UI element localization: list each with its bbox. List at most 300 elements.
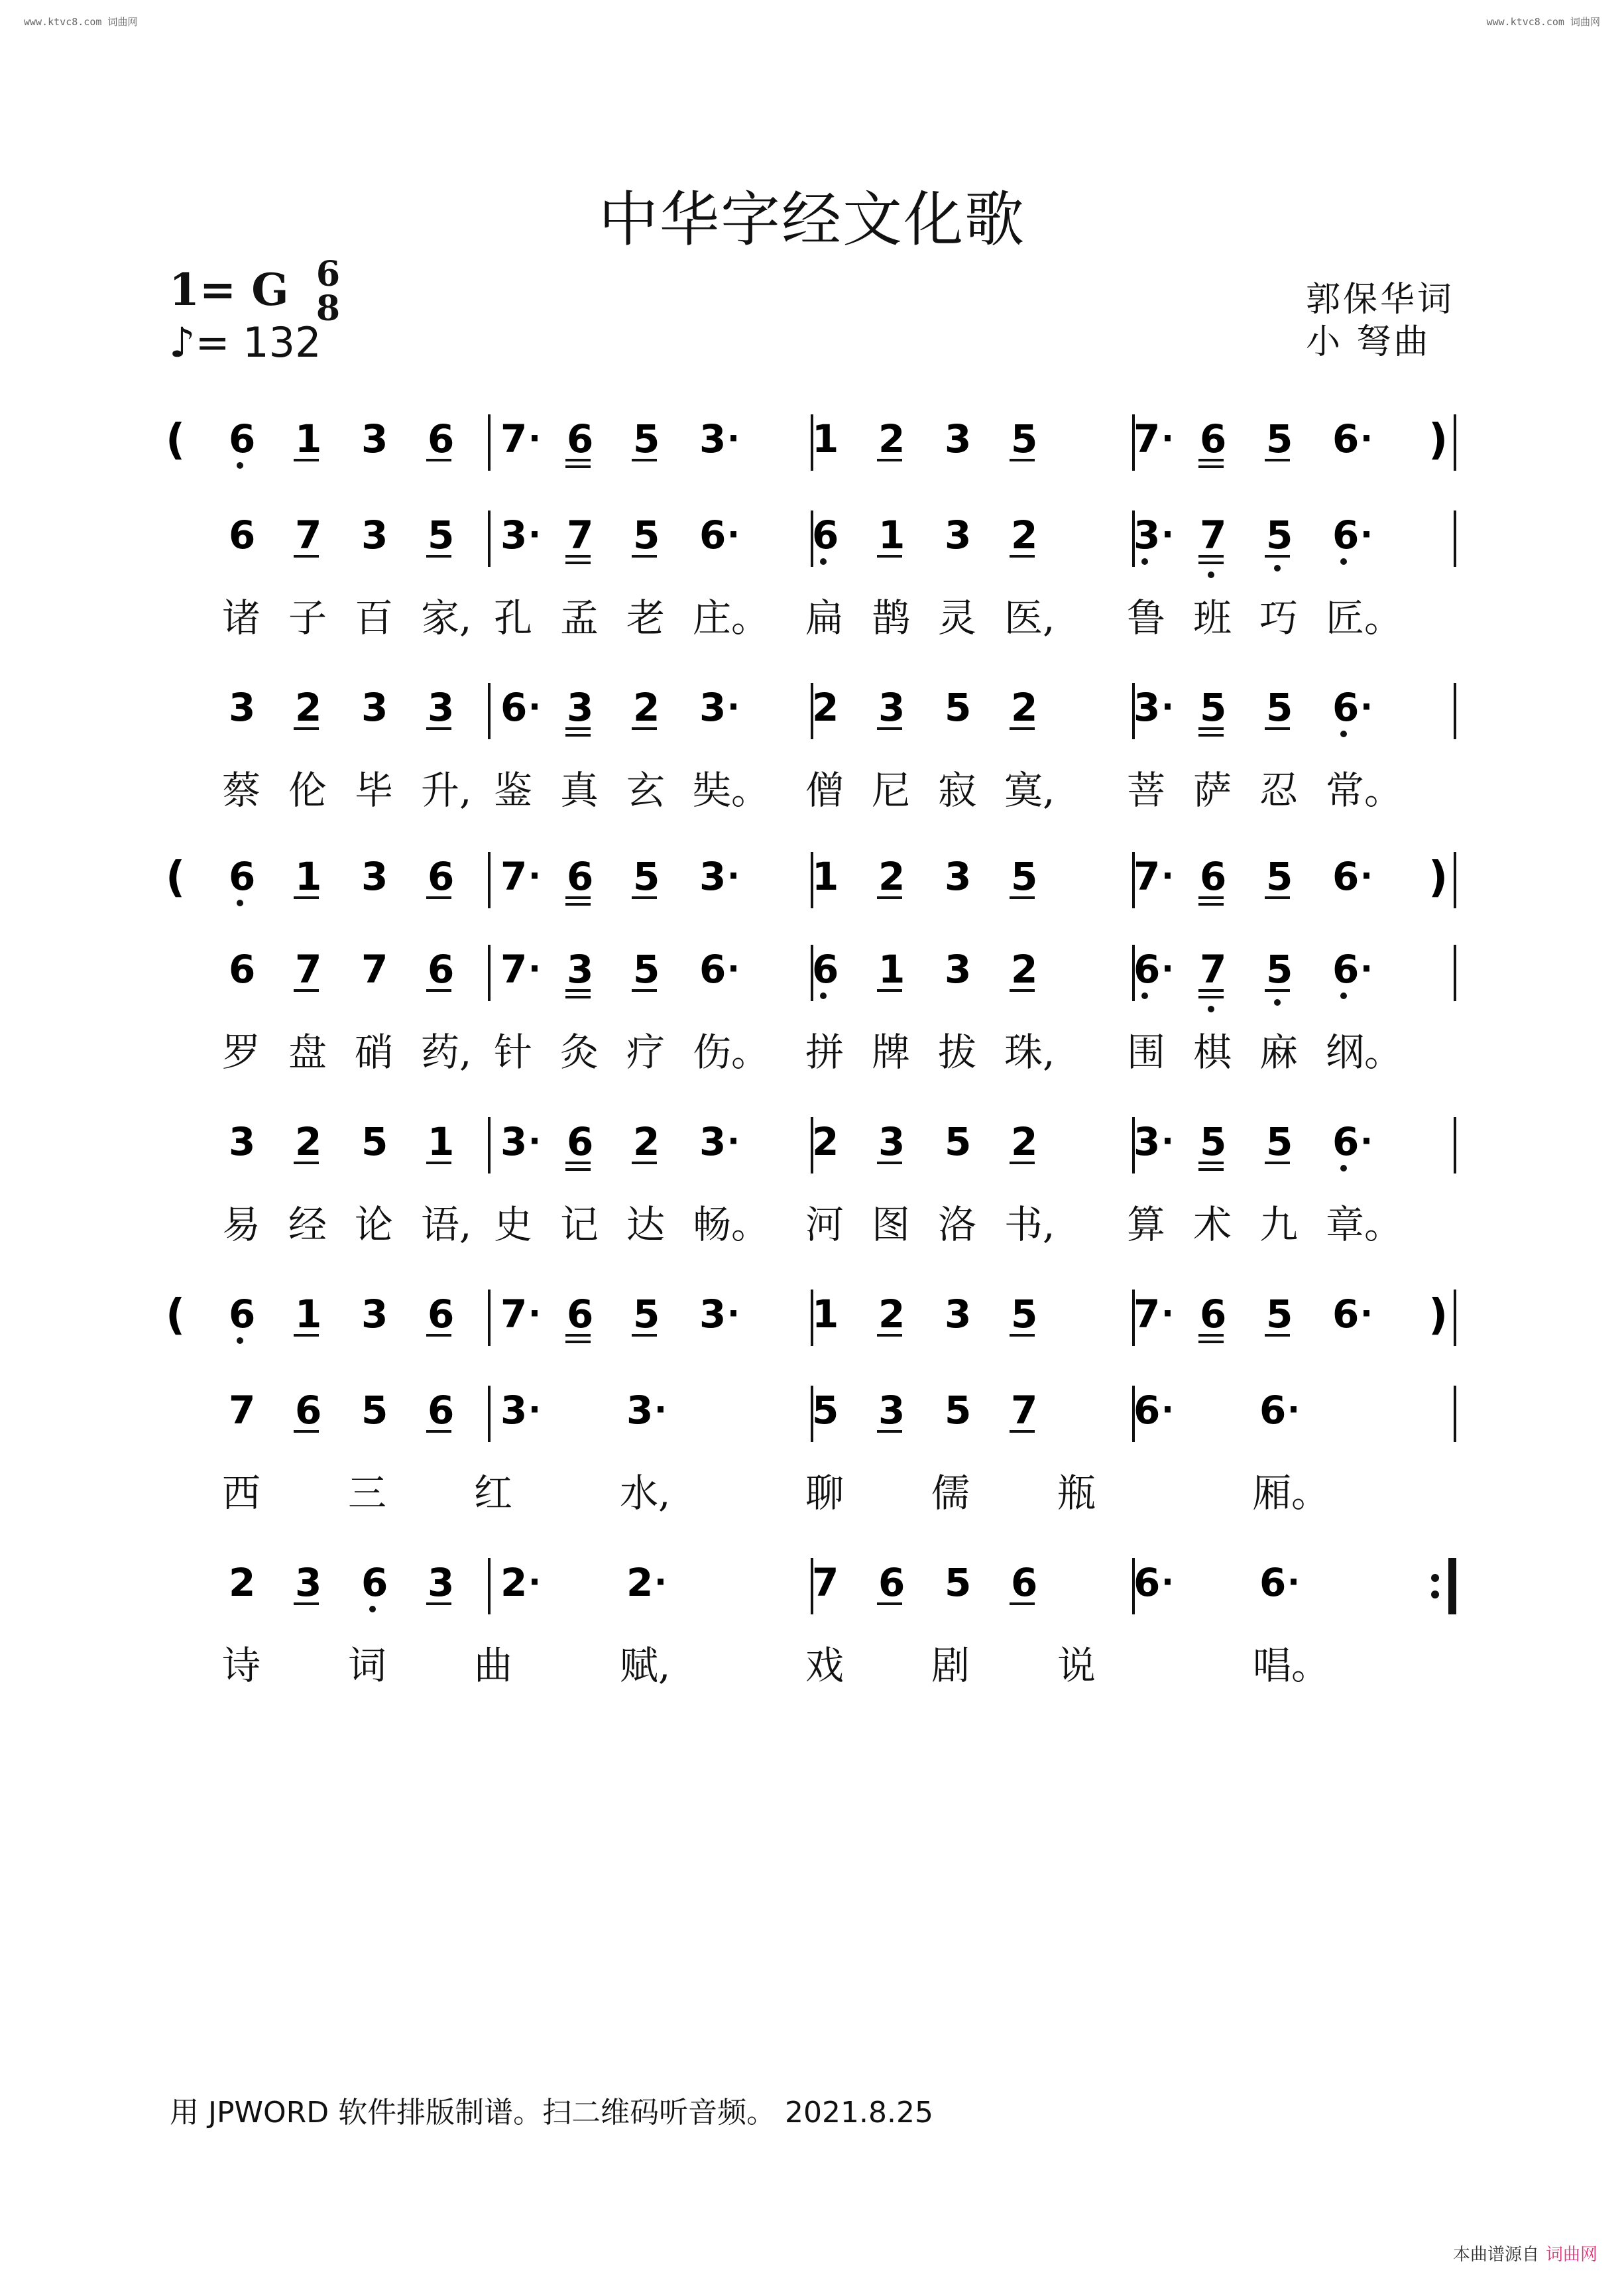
note: 6 [1332,416,1360,461]
note: 2 [500,1560,528,1605]
note: 5 [633,1292,660,1337]
note: 6 [295,1388,322,1433]
score-row [166,1382,1458,1449]
note: 6 [567,1119,594,1164]
note: 3 [500,1119,528,1164]
time-signature-numerator: 6 [316,254,341,294]
lyric-syllable: 僧 [805,768,844,813]
note: 3 [428,1560,455,1605]
note: 5 [633,416,660,461]
note: 5 [1011,854,1038,899]
note: 7 [295,947,322,992]
note: 6 [1332,1119,1360,1164]
duration-dot: · [654,1563,667,1601]
note: 7 [1011,1388,1038,1433]
duration-dot: · [1287,1390,1300,1429]
note: 1 [812,416,839,461]
note: 6 [428,416,455,461]
octave-dot [820,992,827,999]
note: 7 [812,1560,839,1605]
note: 6 [229,512,256,558]
lyric-syllable: 聊 [805,1471,844,1516]
note: 2 [878,416,905,461]
note: 5 [1200,1119,1227,1164]
note: 6 [1332,685,1360,730]
score-system [166,411,1458,477]
note: 3 [361,685,388,730]
duration-dot: · [1161,419,1174,457]
lyric-syllable: 史 [494,1202,533,1247]
duration-dot: · [1161,688,1174,726]
duration-dot: · [1161,515,1174,554]
note: 7 [1200,947,1227,992]
note: 6 [1133,1388,1161,1433]
duration-dot: · [654,1390,667,1429]
note: 5 [1266,854,1293,899]
note: 2 [626,1560,654,1605]
note: 2 [812,685,839,730]
brand-label: 词曲网 [1545,2245,1597,2265]
lyric-syllable: 鹊 [872,595,911,640]
score-row [166,411,1458,477]
note: 6 [812,512,839,558]
lyric-syllable: 珠, [1004,1030,1055,1075]
lyric-syllable: 图 [872,1202,911,1247]
score-row [166,1555,1458,1621]
duration-dot: · [1161,1390,1174,1429]
note: 3 [699,416,726,461]
close-paren: ) [1428,416,1448,465]
note: 5 [1266,1292,1293,1337]
lyric-syllable: 鲁 [1127,595,1166,640]
duration-dot: · [528,1563,541,1601]
note: 3 [500,512,528,558]
note: 1 [295,416,322,461]
footer-note: 用 JPWORD 软件排版制谱。扫二维码听音频。 2021.8.25 [170,2096,933,2130]
lyric-syllable: 麻 [1259,1030,1299,1075]
note: 6 [229,416,256,461]
note: 3 [626,1388,654,1433]
credits [1306,278,1454,363]
note: 3 [699,1119,726,1164]
duration-dot: · [1360,1122,1373,1160]
note: 7 [1133,854,1161,899]
note: 6 [428,854,455,899]
note: 5 [633,947,660,992]
lyric-syllable: 棋 [1193,1030,1232,1075]
repeat-dot [1431,1591,1439,1598]
note: 3 [699,685,726,730]
octave-dot [1340,1165,1347,1172]
lyric-syllable: 疗 [626,1030,666,1075]
note: 5 [1266,947,1293,992]
lyric-syllable: 章。 [1326,1202,1403,1247]
note: 3 [945,416,972,461]
note: 3 [229,685,256,730]
note: 6 [229,1292,256,1337]
lyric-line [166,1462,1458,1515]
lyric-syllable: 寂 [938,768,977,813]
lyric-syllable: 剧 [931,1643,970,1688]
lyric-line [166,1634,1458,1687]
duration-dot: · [727,949,740,988]
note: 2 [295,1119,322,1164]
note: 7 [229,1388,256,1433]
note: 3 [361,512,388,558]
lyric-syllable: 论 [355,1202,394,1247]
duration-dot: · [528,515,541,554]
note: 3 [945,854,972,899]
lyric-syllable: 算 [1127,1202,1166,1247]
lyric-syllable: 说 [1057,1643,1096,1688]
duration-dot: · [528,857,541,895]
octave-dot [1340,558,1347,565]
note: 2 [1011,947,1038,992]
note: 2 [633,1119,660,1164]
lyric-syllable: 毕 [355,768,394,813]
note: 2 [1011,1119,1038,1164]
watermark-top-left: www.ktvc8.com 词曲网 [24,16,138,28]
note: 7 [500,947,528,992]
lyric-syllable: 西 [222,1471,261,1516]
lyric-syllable: 伦 [288,768,327,813]
score-row [166,507,1458,573]
score-system [166,1382,1458,1516]
note: 6 [567,1292,594,1337]
lyric-syllable: 罗 [222,1030,261,1075]
score-system [166,849,1458,915]
note: 5 [361,1388,388,1433]
lyric-syllable: 红 [474,1471,513,1516]
note: 3 [361,854,388,899]
lyric-syllable: 孟 [560,595,599,640]
note: 7 [500,416,528,461]
note: 1 [878,947,905,992]
note: 3 [500,1388,528,1433]
lyric-syllable: 医, [1004,595,1055,640]
repeat-dot [1431,1574,1439,1582]
lyric-syllable: 寞, [1004,768,1055,813]
score-row [166,941,1458,1008]
lyric-syllable: 老 [626,595,666,640]
lyric-syllable: 九 [1259,1202,1299,1247]
note: 6 [1133,1560,1161,1605]
note: 1 [428,1119,455,1164]
duration-dot: · [1161,1122,1174,1160]
source-watermark [1453,2241,1597,2265]
duration-dot: · [528,419,541,457]
score-row [166,849,1458,915]
note: 2 [1011,685,1038,730]
note: 6 [699,512,726,558]
note: 6 [229,854,256,899]
note: 2 [229,1560,256,1605]
duration-dot: · [727,1294,740,1333]
score-system [166,1286,1458,1352]
octave-dot [1208,571,1214,578]
duration-dot: · [1360,419,1373,457]
note: 5 [1266,685,1293,730]
score-system [166,941,1458,1075]
note: 6 [1332,512,1360,558]
octave-dot [820,558,827,565]
lyric-syllable: 赋, [620,1643,671,1688]
note: 5 [428,512,455,558]
lyric-syllable: 诸 [222,595,261,640]
note: 3 [878,685,905,730]
lyric-syllable: 儒 [931,1471,970,1516]
note: 5 [633,854,660,899]
note: 3 [229,1119,256,1164]
lyric-line [166,1021,1458,1074]
lyric-syllable: 子 [288,595,327,640]
note: 2 [878,854,905,899]
lyric-syllable: 蔡 [222,768,261,813]
octave-dot [1274,565,1281,571]
lyric-syllable: 曲 [474,1643,513,1688]
composer-credit: 小 弩曲 [1305,322,1431,362]
note: 3 [878,1388,905,1433]
note: 5 [945,1388,972,1433]
duration-dot: · [1161,857,1174,895]
open-paren: ( [166,853,186,902]
note: 7 [500,1292,528,1337]
note: 2 [812,1119,839,1164]
duration-dot: · [1161,949,1174,988]
note: 5 [1011,1292,1038,1337]
note: 1 [812,854,839,899]
note: 5 [633,512,660,558]
lyric-syllable: 尼 [872,768,911,813]
time-signature [308,254,348,329]
duration-dot: · [1360,857,1373,895]
note: 7 [567,512,594,558]
note: 6 [1200,416,1227,461]
score-row [166,1286,1458,1352]
lyric-syllable: 庄。 [693,595,770,640]
note: 3 [1133,512,1161,558]
lyric-syllable: 升, [421,768,472,813]
lyric-syllable: 忍 [1259,768,1299,813]
octave-dot [237,1337,243,1344]
note: 7 [500,854,528,899]
note: 7 [1200,512,1227,558]
note: 7 [295,512,322,558]
octave-dot [1340,731,1347,737]
octave-dot [1141,992,1148,999]
duration-dot: · [727,688,740,726]
note: 6 [428,1292,455,1337]
lyric-syllable: 药, [421,1030,472,1075]
score-row [166,1114,1458,1180]
close-paren: ) [1428,853,1448,902]
lyric-syllable: 拔 [938,1030,977,1075]
lyric-syllable: 术 [1193,1202,1232,1247]
note: 3 [699,1292,726,1337]
note: 6 [1259,1388,1287,1433]
duration-dot: · [727,857,740,895]
lyric-syllable: 巧 [1259,595,1299,640]
duration-dot: · [528,1294,541,1333]
note: 6 [567,854,594,899]
lyric-syllable: 灸 [560,1030,599,1075]
lyric-syllable: 诗 [222,1643,261,1688]
lyric-syllable: 真 [560,768,599,813]
octave-dot [369,1606,376,1612]
note: 3 [945,512,972,558]
octave-dot [1340,992,1347,999]
note: 1 [812,1292,839,1337]
note: 1 [295,854,322,899]
octave-dot [1208,1006,1214,1012]
lyric-syllable: 常。 [1326,768,1403,813]
open-paren: ( [166,1291,186,1340]
lyric-syllable: 硝 [355,1030,394,1075]
note: 1 [295,1292,322,1337]
duration-dot: · [528,688,541,726]
note: 3 [945,947,972,992]
source-label: 本曲谱源自 [1452,2245,1539,2265]
note: 7 [1133,1292,1161,1337]
note: 6 [1332,854,1360,899]
note: 6 [1259,1560,1287,1605]
score-system [166,1555,1458,1688]
duration-dot: · [1161,1563,1174,1601]
close-paren: ) [1428,1291,1448,1340]
note: 6 [361,1560,388,1605]
note: 6 [567,416,594,461]
note: 6 [229,947,256,992]
lyric-syllable: 扁 [805,595,844,640]
note: 3 [699,854,726,899]
song-title: 中华字经文化歌 [599,185,1025,255]
lyric-syllable: 伤。 [693,1030,770,1075]
tempo-marking: ♪= 132 [169,318,321,367]
lyric-syllable: 畅。 [693,1202,770,1247]
lyric-syllable: 瓶 [1057,1471,1096,1516]
note: 6 [428,1388,455,1433]
lyric-syllable: 语, [421,1202,472,1247]
note: 2 [633,685,660,730]
duration-dot: · [528,1390,541,1429]
key-signature: 1= G [169,264,289,316]
time-signature-denominator: 8 [316,288,341,329]
note: 7 [361,947,388,992]
note: 6 [1200,854,1227,899]
lyric-line [166,759,1458,812]
note: 6 [1332,1292,1360,1337]
duration-dot: · [1360,688,1373,726]
note: 7 [1133,416,1161,461]
lyric-syllable: 鉴 [494,768,533,813]
note: 2 [878,1292,905,1337]
lyric-syllable: 菩 [1127,768,1166,813]
duration-dot: · [528,949,541,988]
lyric-syllable: 匠。 [1326,595,1403,640]
lyric-syllable: 班 [1193,595,1232,640]
lyric-syllable: 经 [288,1202,327,1247]
note: 5 [1200,685,1227,730]
note: 6 [812,947,839,992]
note: 6 [428,947,455,992]
lyric-syllable: 百 [355,595,394,640]
octave-dot [1274,999,1281,1006]
note: 3 [361,416,388,461]
note: 3 [567,685,594,730]
note: 6 [878,1560,905,1605]
lyric-syllable: 唱。 [1253,1643,1330,1688]
lyric-syllable: 家, [421,595,472,640]
note: 6 [1200,1292,1227,1337]
note: 6 [1133,947,1161,992]
score-row [166,680,1458,746]
note: 3 [1133,1119,1161,1164]
lyric-syllable: 孔 [494,595,533,640]
lyric-syllable: 萨 [1193,768,1232,813]
lyric-syllable: 书, [1004,1202,1055,1247]
octave-dot [237,900,243,906]
lyric-syllable: 厢。 [1253,1471,1330,1516]
lyric-line [166,1193,1458,1246]
lyric-syllable: 玄 [626,768,666,813]
duration-dot: · [727,419,740,457]
lyric-syllable: 戏 [805,1643,844,1688]
note: 3 [361,1292,388,1337]
note: 6 [1011,1560,1038,1605]
lyric-syllable: 河 [805,1202,844,1247]
lyric-syllable: 拼 [805,1030,844,1075]
lyric-syllable: 针 [494,1030,533,1075]
lyric-syllable: 词 [348,1643,387,1688]
duration-dot: · [727,1122,740,1160]
note: 2 [295,685,322,730]
duration-dot: · [1360,1294,1373,1333]
note: 5 [1266,1119,1293,1164]
note: 5 [945,685,972,730]
watermark-top-right: www.ktvc8.com 词曲网 [1486,16,1600,28]
note: 5 [1266,512,1293,558]
note: 3 [1133,685,1161,730]
lyric-line [166,587,1458,640]
score-system [166,680,1458,813]
note: 6 [1332,947,1360,992]
lyric-syllable: 达 [626,1202,666,1247]
lyric-syllable: 盘 [288,1030,327,1075]
lyric-syllable: 奘。 [693,768,770,813]
open-paren: ( [166,416,186,465]
note: 5 [945,1119,972,1164]
duration-dot: · [1287,1563,1300,1601]
lyric-syllable: 牌 [872,1030,911,1075]
duration-dot: · [727,515,740,554]
lyricist-credit: 郭保华词 [1305,280,1454,320]
score-system [166,507,1458,640]
note: 6 [500,685,528,730]
note: 1 [878,512,905,558]
lyric-syllable: 洛 [938,1202,977,1247]
duration-dot: · [1360,949,1373,988]
note: 3 [878,1119,905,1164]
lyric-syllable: 灵 [938,595,977,640]
lyric-syllable: 围 [1127,1030,1166,1075]
lyric-syllable: 水, [620,1471,671,1516]
score-system [166,1114,1458,1247]
note: 5 [361,1119,388,1164]
octave-dot [1141,558,1148,565]
lyric-syllable: 纲。 [1326,1030,1403,1075]
octave-dot [237,462,243,469]
note: 5 [812,1388,839,1433]
